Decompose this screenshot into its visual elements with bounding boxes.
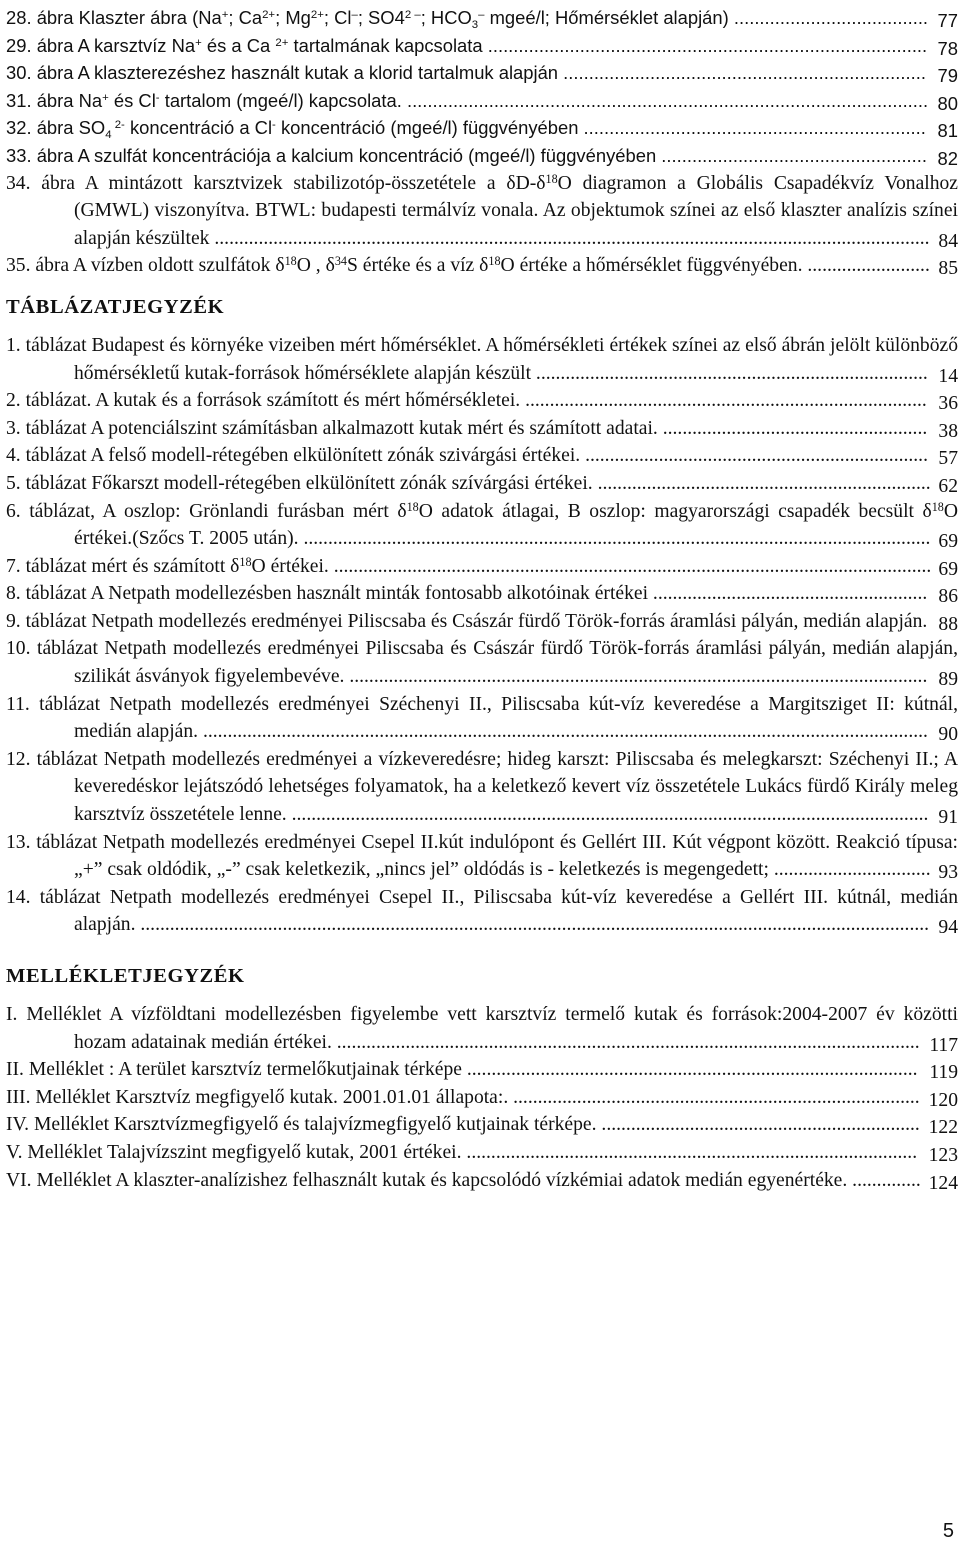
dot-leader: ............................................................................................ [461,1141,918,1163]
appendix-heading: MELLÉKLETJEGYZÉK [6,965,245,987]
dot-leader: .............. [847,1169,921,1191]
entry-page-number: 84 [935,228,958,256]
entry-page-number: 77 [935,7,958,35]
entry-number: 4. [6,445,26,467]
appendix-entry[interactable]: VI. Melléklet A klaszter-analízishez felhasznált kutak és kapcsolódó vízkémiai adatok medián egyenértéke. .............. 124 [6,1167,958,1195]
dot-leader: ................................................................................................................................ [298,528,931,550]
entry-number: 32. [6,117,37,139]
entry-page-number: 93 [935,859,958,887]
dot-leader: ................................................................. [596,1114,920,1136]
figure-entry[interactable]: 34. ábra A mintázott karsztvizek stabilizotóp-összetétele a $\delta D-\delta^{18}O$ diagramon a Globális Csapadékvíz Vonalhoz (GMWL) viszonyítva. BTWL: budapesti termálvíz vonala. Az objektumok színei az első klaszter analízis színei alapján készültek .................................................................................................................................................. 84 [6,170,958,253]
table-entry[interactable]: 5. táblázat Főkarszt modell-rétegében elkülönített zónák szívárgási értékei. .................................................................... 62 [6,470,958,498]
entry-page-number: 36 [935,390,958,418]
section-gap [6,280,958,290]
table-entry[interactable]: 4. táblázat A felső modell-rétegében elkülönített zónák szivárgási értékei. ...................................................................... 57 [6,442,958,470]
entry-number: 28. [6,7,37,28]
entry-number: 13. [6,831,37,853]
dot-leader: .................................................................... [592,472,931,494]
toc-page [6,4,958,1194]
entry-number: 8. [6,583,26,605]
entry-page-number: 14 [935,363,958,391]
section-gap [6,939,958,959]
figure-entry[interactable]: 31. ábra Na+ és Cl- tartalom (mgeé/l) kapcsolata. ...................................................................................................... 80 [6,87,958,115]
entry-number: 5. [6,472,26,494]
figure-entry[interactable]: 30. ábra A klaszterezéshez használt kutak a klorid tartalmuk alapján ....................................................................... 79 [6,59,958,87]
dot-leader: ................................................................................... [508,1086,920,1108]
entry-number: 31. [6,89,37,111]
entry-number: 30. [6,62,37,84]
table-entry[interactable]: 13. táblázat Netpath modellezés eredményei Csepel II.kút indulópont és Gellért III. Kút végpont között. Reakció típusa: „+” csak oldódik, „-” csak keletkezik, „nincs jel” oldódás is - keletkezés is megengedett; ................................ 93 [6,829,958,884]
dot-leader: ............................................................................................ [461,1059,918,1081]
entry-number: IV. [6,1114,34,1136]
entry-number: VI. [6,1169,37,1191]
dot-leader: ...................................... [728,7,929,28]
table-entry[interactable]: 7. táblázat mért és számított $\delta^{18}O$ értékei. .......................................................................................................................... 69 [6,553,958,581]
dot-leader: ................................................................... [578,117,926,139]
dot-leader: ................................................................................ [531,362,928,384]
entry-number: 35. [6,255,36,277]
dot-leader: ................................................................................................................................................................. [135,914,930,936]
entry-page-number: 69 [935,556,958,584]
entry-number: 3. [6,417,26,439]
entry-page-number: 120 [926,1087,958,1115]
entry-page-number: 119 [926,1059,958,1087]
dot-leader: .......................................................................................................................... [328,555,932,577]
figure-entry[interactable]: 28. ábra Klaszter ábra (Na+; $Ca^{2+}$; $Mg^{2+}$; Cl–; $SO4^{2 -}$; $HCO_3^-$ mgeé/l; Hőmérséklet alapján) ...................................... 77 [6,4,958,32]
entry-number: 34. [6,172,42,194]
entry-page-number: 91 [935,804,958,832]
appendix-entry[interactable]: V. Melléklet Talajvízszint megfigyelő kutak, 2001 értékei. ............................................................................................ 123 [6,1139,958,1167]
dot-leader: ....................................................................................................................... [331,1031,920,1053]
entry-page-number: 124 [926,1170,958,1198]
table-entry[interactable]: 14. táblázat Netpath modellezés eredményei Csepel II., Piliscsaba kút-víz keveredése a Gellért III. kútnál, medián alapján. ................................................................................................................................................................. 94 [6,884,958,939]
entry-page-number: 123 [926,1142,958,1170]
section-gap [6,993,958,1001]
entry-page-number: 69 [935,528,958,556]
dot-leader: ...................................................................................................... [401,89,929,111]
dot-leader: ...................................................................... [580,445,928,467]
entry-number: 10. [6,638,37,660]
entry-number: 7. [6,555,26,577]
table-entry[interactable]: 11. táblázat Netpath modellezés eredményei Széchenyi II., Piliscsaba kút-víz keveredése a Margitsziget II: kútnál, medián alapján. .................................................................................................................................................... 90 [6,691,958,746]
table-entry[interactable]: 10. táblázat Netpath modellezés eredményei Piliscsaba és Császár fürdő Török-forrás áramlási pályán, medián alapján, szilikát ásványok figyelembevéve. ...................................................................................................................... 89 [6,635,958,690]
entry-page-number: 79 [935,62,958,90]
appendix-entry[interactable]: IV. Melléklet Karsztvízmegfigyelő és talajvízmegfigyelő kutjainak térképe. ................................................................. 122 [6,1111,958,1139]
entry-number: 12. [6,748,37,770]
entry-page-number: 89 [935,666,958,694]
dot-leader: .................................................................................................................................. [286,804,929,826]
table-entry[interactable]: 2. táblázat. A kutak és a források számított és mért hőmérsékletei. .................................................................................. 36 [6,387,958,415]
dot-leader: .................................................... [656,144,927,166]
entry-page-number: 62 [935,473,958,501]
table-entry[interactable]: 8. táblázat A Netpath modellezésben használt minták fontosabb alkotóinak értékei ........................................................ 86 [6,580,958,608]
entry-page-number: 38 [935,418,958,446]
dot-leader: .................................................................................................................................................... [198,721,928,743]
entry-number: 2. [6,390,26,412]
entry-page-number: 90 [935,721,958,749]
dot-leader: ................................ [768,859,931,881]
figure-entry[interactable]: 32. ábra $SO_4$ $^{2-}$ koncentráció a Cl- koncentráció (mgeé/l) függvényében ................................................................... 81 [6,114,958,142]
entry-number: 6. [6,500,30,522]
entry-page-number: 88 [935,611,958,639]
entry-number: 9. [6,610,26,632]
figure-entry[interactable]: 35. ábra A vízben oldott szulfátok $\delta^{18}O$ , $\delta^{34}S$ értéke és a víz $\delta^{18}O$ értéke a hőmérséklet függvényében. ......................... 85 [6,252,958,280]
entry-number: 14. [6,886,40,908]
page-number: 5 [942,1520,954,1542]
entry-number: II. [6,1059,29,1081]
entry-page-number: 85 [935,255,958,283]
table-entry[interactable]: 9. táblázat Netpath modellezés eredményei Piliscsaba és Császár fürdő Török-forrás áramlási pályán, medián alapján. 88 [6,608,958,636]
dot-leader: ......................... [802,255,930,277]
entry-page-number: 82 [935,145,958,173]
entry-number: 29. [6,34,37,56]
dot-leader: .................................................................................................................................................. [209,227,930,249]
entry-page-number: 94 [935,914,958,942]
entry-page-number: 80 [935,90,958,118]
appendix-entry[interactable]: III. Melléklet Karsztvíz megfigyelő kutak. 2001.01.01 állapota:. ................................................................................... 120 [6,1084,958,1112]
dot-leader: ....................................................................... [558,62,926,84]
entry-number: 33. [6,144,37,166]
table-entry[interactable]: 12. táblázat Netpath modellezés eredményei a vízkeveredésre; hideg karszt: Piliscsaba és melegkarszt: Széchenyi II.; A keveredéskor lejátszódó lehetséges folyamatok, ha a keletkező kevert víz összetétele Lukács fürdő Király meleg karsztvíz összetétele lenne. .................................................................................................................................. 91 [6,746,958,829]
table-entry[interactable]: 1. táblázat Budapest és környéke vizeiben mért hőmérséklet. A hőmérsékleti értékek színei az első ábrán jelölt különböző hőmérsékletű kutak-források hőmérséklete alapján készült ................................................................................ 14 [6,332,958,387]
entry-number: III. [6,1086,36,1108]
dot-leader: .................................................................................. [520,390,927,412]
entry-number: V. [6,1141,28,1163]
appendix-entry[interactable]: II. Melléklet : A terület karsztvíz termelőkutjainak térképe ............................................................................................ 119 [6,1056,958,1084]
figure-entry[interactable]: 29. ábra A karsztvíz Na+ és a Ca $^{2+}$ tartalmának kapcsolata ...................................................................................... 78 [6,32,958,60]
entry-page-number: 86 [935,583,958,611]
entry-number: I. [6,1004,27,1025]
dot-leader: ...................................................................................... [482,34,928,56]
dot-leader: ........................................................ [648,583,928,605]
entry-page-number: 117 [926,1032,958,1060]
section-gap [6,324,958,332]
entry-number: 11. [6,693,40,715]
entry-page-number: 57 [935,445,958,473]
table-entry[interactable]: 6. táblázat, A oszlop: Grönlandi furásban mért $\delta^{18}O$ adatok átlagai, B oszlop: magyarországi csapadék becsült $\delta^{18}O$ értékei.(Szőcs T. 2005 után). ................................................................................................................................ 69 [6,498,958,553]
figure-entry[interactable]: 33. ábra A szulfát koncentrációja a kalcium koncentráció (mgeé/l) függvényében .................................................... 82 [6,142,958,170]
entry-page-number: 81 [935,117,958,145]
appendix-entry[interactable]: I. Melléklet A vízföldtani modellezésben figyelembe vett karsztvíz termelő kutak és források:2004-2007 év közötti hozam adatainak medián értékei. ....................................................................................................................... 117 [6,1001,958,1056]
table-entry[interactable]: 3. táblázat A potenciálszint számításban alkalmazott kutak mért és számított adatai. ...................................................... 38 [6,415,958,443]
dot-leader: ...................................................................................................................... [344,666,928,688]
dot-leader: ...................................................... [657,417,928,439]
tables-heading: TÁBLÁZATJEGYZÉK [6,295,225,318]
entry-page-number: 78 [935,35,958,63]
entry-number: 1. [6,334,26,356]
entry-page-number: 122 [926,1114,958,1142]
